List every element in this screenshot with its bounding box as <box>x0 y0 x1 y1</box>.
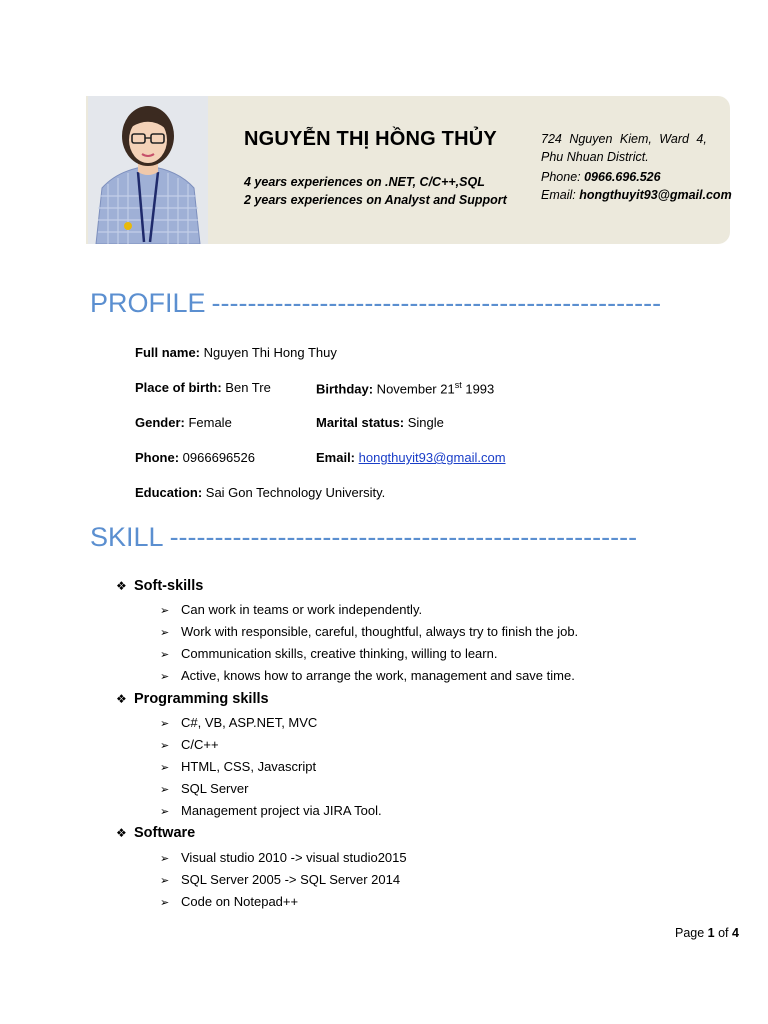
skill-title-rule: ---------------------------------------------------- <box>169 522 638 552</box>
profile-title-text: PROFILE <box>90 288 206 318</box>
experience-line-2: 2 years experiences on Analyst and Support <box>244 193 507 207</box>
list-item <box>160 715 317 730</box>
place-of-birth-label: Place of birth: <box>135 380 222 395</box>
field-full-name <box>135 345 337 360</box>
arrow-bullet-icon: ➢ <box>160 627 170 639</box>
email-label: Email: <box>316 450 356 465</box>
list-item-text: Visual studio 2010 -> visual studio2015 <box>181 850 407 865</box>
list-item-text: Code on Notepad++ <box>181 894 299 909</box>
soft-skills-heading <box>116 578 203 594</box>
education-label: Education: <box>135 485 203 500</box>
birthday-year: 1993 <box>461 381 495 397</box>
list-item <box>160 602 422 617</box>
profile-title-rule: -------------------------------------------------- <box>211 288 662 318</box>
software-heading <box>116 825 195 841</box>
list-item <box>160 894 298 909</box>
address-line-1: 724 Nguyen Kiem, Ward 4, <box>541 132 707 146</box>
arrow-bullet-icon: ➢ <box>160 897 170 909</box>
list-item-text: C/C++ <box>181 737 219 752</box>
page-current: 1 <box>707 926 715 940</box>
full-name-value: Nguyen Thi Hong Thuy <box>200 345 337 360</box>
phone-label: Phone: <box>135 450 180 465</box>
field-gender <box>135 415 232 430</box>
field-place-of-birth <box>135 380 271 395</box>
profile-photo <box>88 96 208 244</box>
field-email <box>316 450 506 465</box>
place-of-birth-value: Ben Tre <box>221 380 271 395</box>
email-link[interactable]: hongthuyit93@gmail.com <box>358 450 506 465</box>
header-phone-label: Phone: <box>541 170 585 184</box>
gender-label: Gender: <box>135 415 185 430</box>
list-item-text: C#, VB, ASP.NET, MVC <box>181 715 318 730</box>
diamond-bullet-icon: ❖ <box>116 826 127 840</box>
arrow-bullet-icon: ➢ <box>160 718 170 730</box>
field-marital-status <box>316 415 444 430</box>
gender-value: Female <box>184 415 232 430</box>
list-item <box>160 668 575 683</box>
header-email <box>541 188 732 202</box>
arrow-bullet-icon: ➢ <box>160 649 170 661</box>
diamond-bullet-icon: ❖ <box>116 692 127 706</box>
list-item <box>160 803 382 818</box>
page-label: Page <box>675 926 708 940</box>
experience-line-1: 4 years experiences on .NET, C/C++,SQL <box>244 175 485 189</box>
software-heading-text: Software <box>134 825 196 841</box>
list-item <box>160 872 400 887</box>
birthday-label: Birthday: <box>316 381 374 397</box>
page-number <box>675 926 739 940</box>
arrow-bullet-icon: ➢ <box>160 875 170 887</box>
list-item-text: Can work in teams or work independently. <box>181 602 423 617</box>
arrow-bullet-icon: ➢ <box>160 806 170 818</box>
list-item-text: HTML, CSS, Javascript <box>181 759 317 774</box>
list-item-text: Communication skills, creative thinking, willing to learn. <box>181 646 498 661</box>
list-item-text: Active, knows how to arrange the work, management and save time. <box>181 668 575 683</box>
full-name-label: Full name: <box>135 345 201 360</box>
header-email-label: Email: <box>541 188 580 202</box>
birthday-suffix: st <box>454 380 462 390</box>
arrow-bullet-icon: ➢ <box>160 671 170 683</box>
phone-value: 0966696526 <box>179 450 255 465</box>
header-phone-value: 0966.696.526 <box>584 170 661 184</box>
header-phone <box>541 170 661 184</box>
list-item-text: Work with responsible, careful, thoughtful, always try to finish the job. <box>181 624 579 639</box>
list-item-text: Management project via JIRA Tool. <box>181 803 382 818</box>
list-item-text: SQL Server <box>181 781 249 796</box>
education-value: Sai Gon Technology University. <box>202 485 386 500</box>
marital-status-label: Marital status: <box>316 415 405 430</box>
list-item <box>160 781 248 796</box>
profile-section-title <box>90 288 661 319</box>
skill-title-text: SKILL <box>90 522 164 552</box>
arrow-bullet-icon: ➢ <box>160 740 170 752</box>
list-item-text: SQL Server 2005 -> SQL Server 2014 <box>181 872 401 887</box>
arrow-bullet-icon: ➢ <box>160 853 170 865</box>
list-item <box>160 624 578 639</box>
birthday-value: November 21 <box>373 381 455 397</box>
arrow-bullet-icon: ➢ <box>160 784 170 796</box>
page-of: of <box>714 926 732 940</box>
programming-skills-heading-text: Programming skills <box>134 691 269 707</box>
list-item <box>160 737 219 752</box>
field-education <box>135 485 385 500</box>
list-item <box>160 759 316 774</box>
marital-status-value: Single <box>404 415 444 430</box>
field-birthday <box>316 380 494 396</box>
skill-section-title <box>90 522 637 553</box>
arrow-bullet-icon: ➢ <box>160 605 170 617</box>
diamond-bullet-icon: ❖ <box>116 579 127 593</box>
candidate-name: NGUYỄN THỊ HỒNG THỦY <box>244 128 497 150</box>
programming-skills-heading <box>116 691 269 707</box>
field-phone <box>135 450 255 465</box>
arrow-bullet-icon: ➢ <box>160 762 170 774</box>
page-total: 4 <box>732 926 739 940</box>
soft-skills-heading-text: Soft-skills <box>134 578 204 594</box>
address-line-2: Phu Nhuan District. <box>541 150 649 164</box>
header-email-value: hongthuyit93@gmail.com <box>579 188 732 202</box>
list-item <box>160 850 407 865</box>
list-item <box>160 646 497 661</box>
